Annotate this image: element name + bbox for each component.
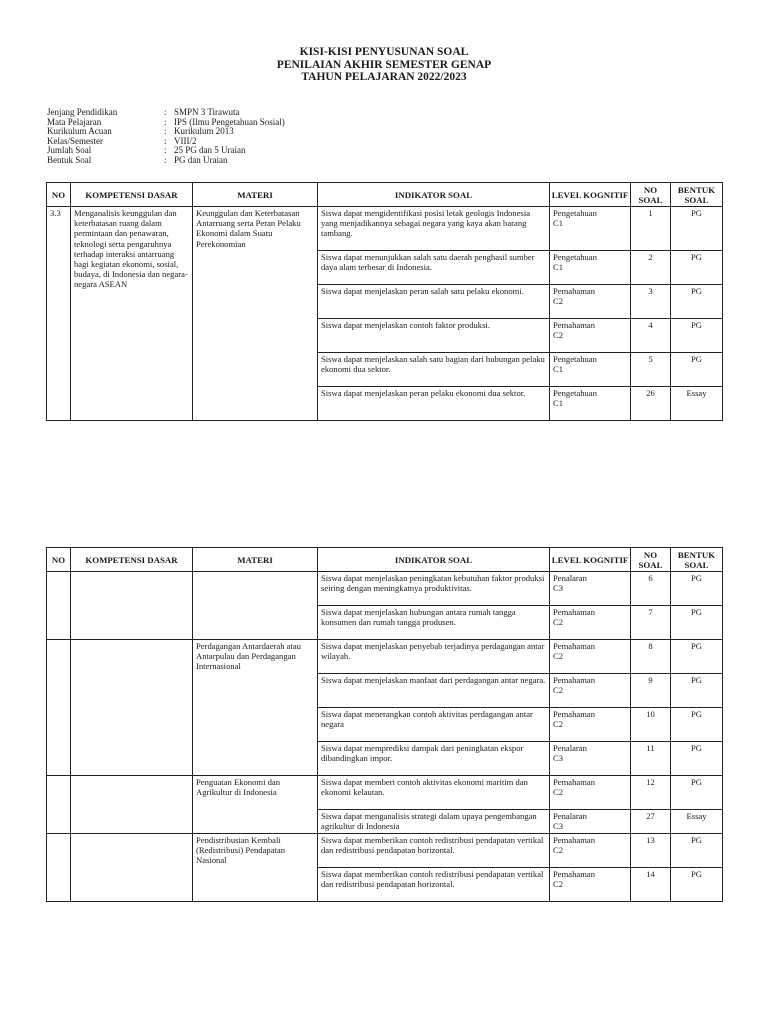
indikator-cell: Siswa dapat menjelaskan peran salah satu pelaku ekonomi. — [318, 285, 550, 319]
document-title — [0, 46, 768, 84]
bentuk-soal-cell: PG — [671, 353, 723, 387]
level-kognitif-cell: Pemahaman C2 — [550, 834, 631, 868]
table-row — [47, 834, 723, 868]
level-kognitif-cell: Pengetahuan C1 — [550, 207, 631, 251]
header-indikator-soal: INDIKATOR SOAL — [318, 183, 550, 207]
kompetensi-dasar-cell — [71, 776, 193, 834]
bentuk-soal-cell: PG — [671, 674, 723, 708]
title-line-1: KISI-KISI PENYUSUNAN SOAL — [299, 46, 469, 58]
meta-label: Bentuk Soal — [47, 154, 92, 165]
meta-separator: : — [164, 154, 167, 165]
table-row — [47, 640, 723, 674]
no-soal-cell: 12 — [631, 776, 671, 810]
meta-row — [47, 156, 285, 166]
bentuk-soal-cell: PG — [671, 834, 723, 868]
bentuk-soal-cell: PG — [671, 708, 723, 742]
bentuk-soal-cell: PG — [671, 776, 723, 810]
level-kognitif-cell: Pengetahuan C1 — [550, 353, 631, 387]
indikator-cell: Siswa dapat memberikan contoh redistribusi pendapatan vertikal dan redistribusi pendapatan horizontal. — [318, 868, 550, 902]
meta-label: Jenjang Pendidikan — [47, 107, 118, 117]
no-soal-cell: 13 — [631, 834, 671, 868]
kd-number — [47, 572, 71, 640]
indikator-cell: Siswa dapat menjelaskan peningkatan kebutuhan faktor produksi seiring dengan meningkatnya produktivitas. — [318, 572, 550, 606]
table-row — [47, 776, 723, 810]
meta-separator: : — [164, 107, 167, 117]
no-soal-cell: 2 — [631, 251, 671, 285]
kd-number — [47, 834, 71, 902]
bentuk-soal-cell: Essay — [671, 387, 723, 421]
indikator-cell: Siswa dapat memprediksi dampak dari peningkatan ekspor dibandingkan impor. — [318, 742, 550, 776]
indikator-cell: Siswa dapat menjelaskan hubungan antara rumah tangga konsumen dan rumah tangga produsen. — [318, 606, 550, 640]
meta-label: Mata Pelajaran — [47, 116, 102, 127]
indikator-cell: Siswa dapat menganalisis strategi dalam upaya pengembangan agrikultur di Indonesia — [318, 810, 550, 834]
level-kognitif-cell: Penalaran C3 — [550, 742, 631, 776]
kompetensi-dasar-cell — [71, 640, 193, 776]
table-header-row — [47, 548, 723, 572]
level-kognitif-cell: Pengetahuan C1 — [550, 251, 631, 285]
no-soal-cell: 8 — [631, 640, 671, 674]
no-soal-cell: 1 — [631, 207, 671, 251]
meta-label: Kurikulum Acuan — [47, 126, 112, 137]
header-no-soal: NO SOAL — [631, 183, 671, 207]
kisi-table-2 — [46, 547, 723, 902]
no-soal-cell: 7 — [631, 606, 671, 640]
no-soal-cell: 26 — [631, 387, 671, 421]
indikator-cell: Siswa dapat menjelaskan manfaat dari perdagangan antar negara. — [318, 674, 550, 708]
level-kognitif-cell: Pemahaman C2 — [550, 606, 631, 640]
level-kognitif-cell: Pemahaman C2 — [550, 285, 631, 319]
header-bentuk-soal: BENTUK SOAL — [671, 183, 723, 207]
header-no: NO — [47, 183, 71, 207]
indikator-cell: Siswa dapat memberi contoh aktivitas ekonomi maritim dan ekonomi kelautan. — [318, 776, 550, 810]
level-kognitif-cell: Pemahaman C2 — [550, 640, 631, 674]
level-kognitif-cell: Penalaran C3 — [550, 810, 631, 834]
header-no: NO — [47, 548, 71, 572]
bentuk-soal-cell: PG — [671, 572, 723, 606]
table-row — [47, 572, 723, 606]
header-level-kognitif: LEVEL KOGNITIF — [550, 548, 631, 572]
materi-cell: Perdagangan Antardaerah atau Antarpulau dan Perdagangan Internasional — [193, 640, 318, 776]
level-kognitif-cell: Pemahaman C2 — [550, 868, 631, 902]
no-soal-cell: 6 — [631, 572, 671, 606]
kd-number — [47, 776, 71, 834]
indikator-cell: Siswa dapat menerangkan contoh aktivitas perdagangan antar negara — [318, 708, 550, 742]
meta-separator: : — [164, 135, 167, 146]
bentuk-soal-cell: PG — [671, 251, 723, 285]
title-line-3: TAHUN PELAJARAN 2022/2023 — [301, 71, 467, 83]
meta-value: VIII/2 — [174, 135, 197, 146]
header-no-soal: NO SOAL — [631, 548, 671, 572]
kd-number — [47, 640, 71, 776]
kd-number: 3.3 — [47, 207, 71, 421]
level-kognitif-cell: Pemahaman C2 — [550, 674, 631, 708]
no-soal-cell: 5 — [631, 353, 671, 387]
no-soal-cell: 3 — [631, 285, 671, 319]
table-header-row — [47, 183, 723, 207]
no-soal-cell: 4 — [631, 319, 671, 353]
title-line-2: PENILAIAN AKHIR SEMESTER GENAP — [276, 58, 492, 71]
no-soal-cell: 11 — [631, 742, 671, 776]
materi-cell: Pendistribusian Kembali (Redistribusi) Pendapatan Nasional — [193, 834, 318, 902]
level-kognitif-cell: Pemahaman C2 — [550, 708, 631, 742]
meta-separator: : — [164, 126, 167, 137]
indikator-cell: Siswa dapat mengidentifikasi posisi letak geologis Indonesia yang menjadikannya sebagai negara yang kaya akan barang tambang. — [318, 207, 550, 251]
header-bentuk-soal: BENTUK SOAL — [671, 548, 723, 572]
header-indikator-soal: INDIKATOR SOAL — [318, 548, 550, 572]
header-materi: MATERI — [193, 183, 318, 207]
header-materi: MATERI — [193, 548, 318, 572]
meta-value: 25 PG dan 5 Uraian — [174, 145, 246, 156]
header-kompetensi-dasar: KOMPETENSI DASAR — [71, 183, 193, 207]
kompetensi-dasar-cell — [71, 834, 193, 902]
no-soal-cell: 10 — [631, 708, 671, 742]
no-soal-cell: 14 — [631, 868, 671, 902]
meta-label: Jumlah Soal — [47, 145, 92, 156]
meta-value: SMPN 3 Tirawuta — [174, 107, 240, 117]
level-kognitif-cell: Penalaran C3 — [550, 572, 631, 606]
indikator-cell: Siswa dapat menjelaskan penyebab terjadinya perdagangan antar wilayah. — [318, 640, 550, 674]
bentuk-soal-cell: PG — [671, 319, 723, 353]
no-soal-cell: 9 — [631, 674, 671, 708]
kisi-table-1 — [46, 182, 723, 421]
indikator-cell: Siswa dapat menunjukkan salah satu daerah penghasil sumber daya alam terbesar di Indonesia. — [318, 251, 550, 285]
bentuk-soal-cell: PG — [671, 285, 723, 319]
indikator-cell: Siswa dapat menjelaskan salah satu bagian dari hubungan pelaku ekonomi dua sektor. — [318, 353, 550, 387]
meta-separator: : — [164, 116, 167, 127]
level-kognitif-cell: Pemahaman C2 — [550, 319, 631, 353]
bentuk-soal-cell: PG — [671, 742, 723, 776]
bentuk-soal-cell: Essay — [671, 810, 723, 834]
meta-label: Kelas/Semester — [47, 135, 103, 146]
document-meta — [47, 108, 285, 166]
materi-cell: Penguatan Ekonomi dan Agrikultur di Indonesia — [193, 776, 318, 834]
level-kognitif-cell: Pemahaman C2 — [550, 776, 631, 810]
bentuk-soal-cell: PG — [671, 207, 723, 251]
bentuk-soal-cell: PG — [671, 868, 723, 902]
indikator-cell: Siswa dapat menjelaskan contoh faktor produksi. — [318, 319, 550, 353]
table-row — [47, 207, 723, 251]
meta-value: Kurikulum 2013 — [174, 126, 234, 137]
indikator-cell: Siswa dapat menjelaskan peran pelaku ekonomi dua sektor. — [318, 387, 550, 421]
kompetensi-dasar-cell: Menganalisis keunggulan dan keterbatasan ruang dalam permintaan dan penawaran, teknologi serta pengaruhnya terhadap interaksi antarruang bagi kegiatan ekonomi, sosial, budaya, di Indonesia dan negara- negara ASEAN — [71, 207, 193, 421]
meta-separator: : — [164, 145, 167, 156]
meta-value: PG dan Uraian — [174, 154, 228, 165]
materi-cell — [193, 572, 318, 640]
materi-cell: Keunggulan dan Keterbatasan Antarruang serta Peran Pelaku Ekonomi dalam Suatu Perekonomian — [193, 207, 318, 421]
header-kompetensi-dasar: KOMPETENSI DASAR — [71, 548, 193, 572]
header-level-kognitif: LEVEL KOGNITIF — [550, 183, 631, 207]
bentuk-soal-cell: PG — [671, 640, 723, 674]
bentuk-soal-cell: PG — [671, 606, 723, 640]
indikator-cell: Siswa dapat memberikan contoh redistribusi pendapatan vertikal dan redistribusi pendapatan horizontal. — [318, 834, 550, 868]
kompetensi-dasar-cell — [71, 572, 193, 640]
level-kognitif-cell: Pengetahuan C1 — [550, 387, 631, 421]
meta-value: IPS (Ilmu Pengetahuan Sosial) — [174, 116, 285, 127]
no-soal-cell: 27 — [631, 810, 671, 834]
